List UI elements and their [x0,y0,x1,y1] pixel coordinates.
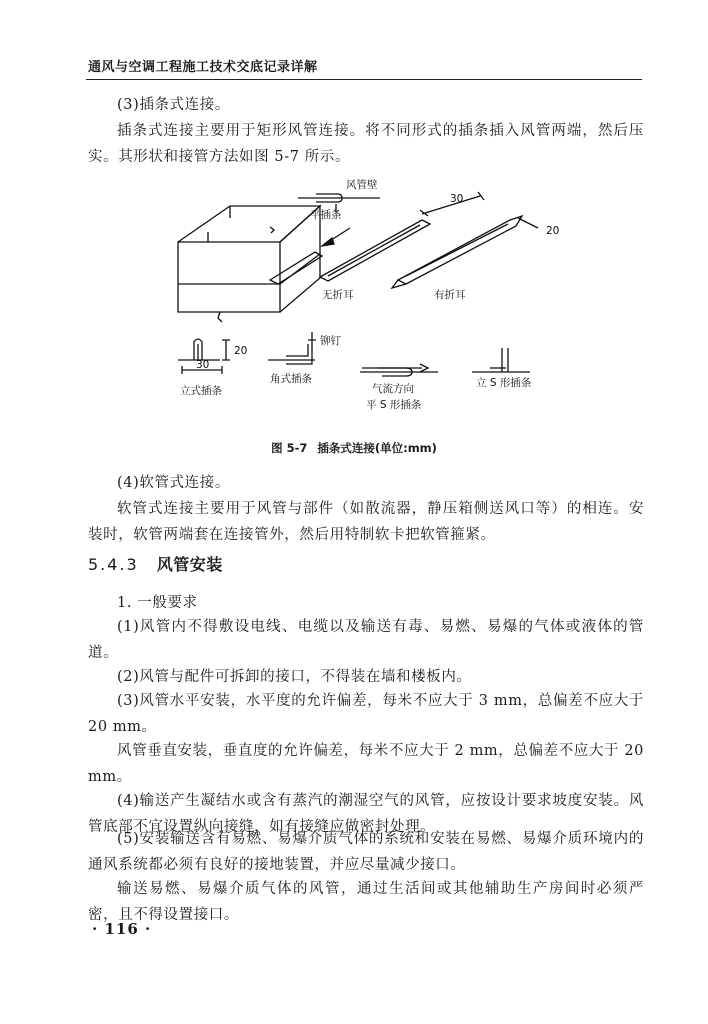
label-dim-30-top: 30 [450,193,464,205]
figure-caption [0,440,708,456]
paragraph-flammable-duct: 输送易燃、易爆介质气体的风管，通过生活间或其他辅助生产房间时必须严密，且不得设置接口。 [88,881,644,923]
paragraph-insert-strip: 插条式连接主要用于矩形风管连接。将不同形式的插条插入风管两端，然后压实。其形状和接管方法如图 5-7 所示。 [88,123,644,165]
paragraph-3-heading: (3)插条式连接。 [117,97,230,113]
paragraph-vertical-install: 风管垂直安装，垂直度的允许偏差，每米不应大于 2 mm，总偏差不应大于 20 mm。 [88,743,644,785]
label-dim-20-left: 20 [234,345,248,357]
label-corner-strip: 角式插条 [270,373,312,385]
label-vertical-strip: 立式插条 [180,385,222,397]
label-flat-strip: 平插条 [310,209,342,221]
label-dim-30-left: 30 [196,359,210,371]
section-title: 风管安装 [156,555,223,574]
label-vertical-s-strip: 立 S 形插条 [476,377,532,389]
label-duct-wall: 风管壁 [346,179,378,191]
paragraph-req-1: (1)风管内不得敷设电线、电缆以及输送有毒、易燃、易爆的气体或液体的管道。 [88,619,644,661]
paragraph-req-2: (2)风管与配件可拆卸的接口，不得装在墙和楼板内。 [117,669,472,685]
paragraph-req-4: (4)输送产生凝结水或含有蒸汽的潮湿空气的风管，应按设计要求坡度安装。风管底部不宜设置纵向接缝，如有接缝应做密封处理。 [88,793,644,835]
paragraph-general-requirements: 1. 一般要求 [117,595,198,611]
figure-number: 图 5-7 [271,441,308,455]
duct-joint-line [178,254,320,284]
header-rule [86,79,642,80]
figure-5-7-diagram [150,172,590,432]
label-no-flap: 无折耳 [322,289,354,301]
label-dim-20-top: 20 [546,225,560,237]
section-number: 5.4.3 [88,555,139,574]
section-heading [88,552,223,575]
label-with-flap: 有折耳 [434,289,466,301]
paragraph-4-heading: (4)软管式连接。 [117,475,230,491]
running-header: 通风与空调工程施工技术交底记录详解 [88,60,318,75]
inserted-strip [270,252,322,284]
paragraph-flexible-duct: 软管式连接主要用于风管与部件（如散流器，静压箱侧送风口等）的相连。安装时，软管两端套在连接管外，然后用特制软卡把软管箍紧。 [88,501,644,543]
label-flat-s-strip: 平 S 形插条 [366,399,422,411]
page-number: · 116 · [92,920,152,938]
label-rivet: 铆钉 [320,335,341,347]
duct-front-face [178,242,280,312]
paragraph-req-3: (3)风管水平安装，水平度的允许偏差，每米不应大于 3 mm，总偏差不应大于 20 mm。 [88,693,644,735]
figure-title: 插条式连接(单位:mm) [317,441,437,455]
duct-top-face [178,206,320,242]
label-airflow: 气流方向 [372,383,414,395]
paragraph-req-5: (5)安装输送含有易燃、易爆介质气体的系统和安装在易燃、易爆介质环境内的通风系统都必须有良好的接地装置，并应尽量减少接口。 [88,831,644,873]
